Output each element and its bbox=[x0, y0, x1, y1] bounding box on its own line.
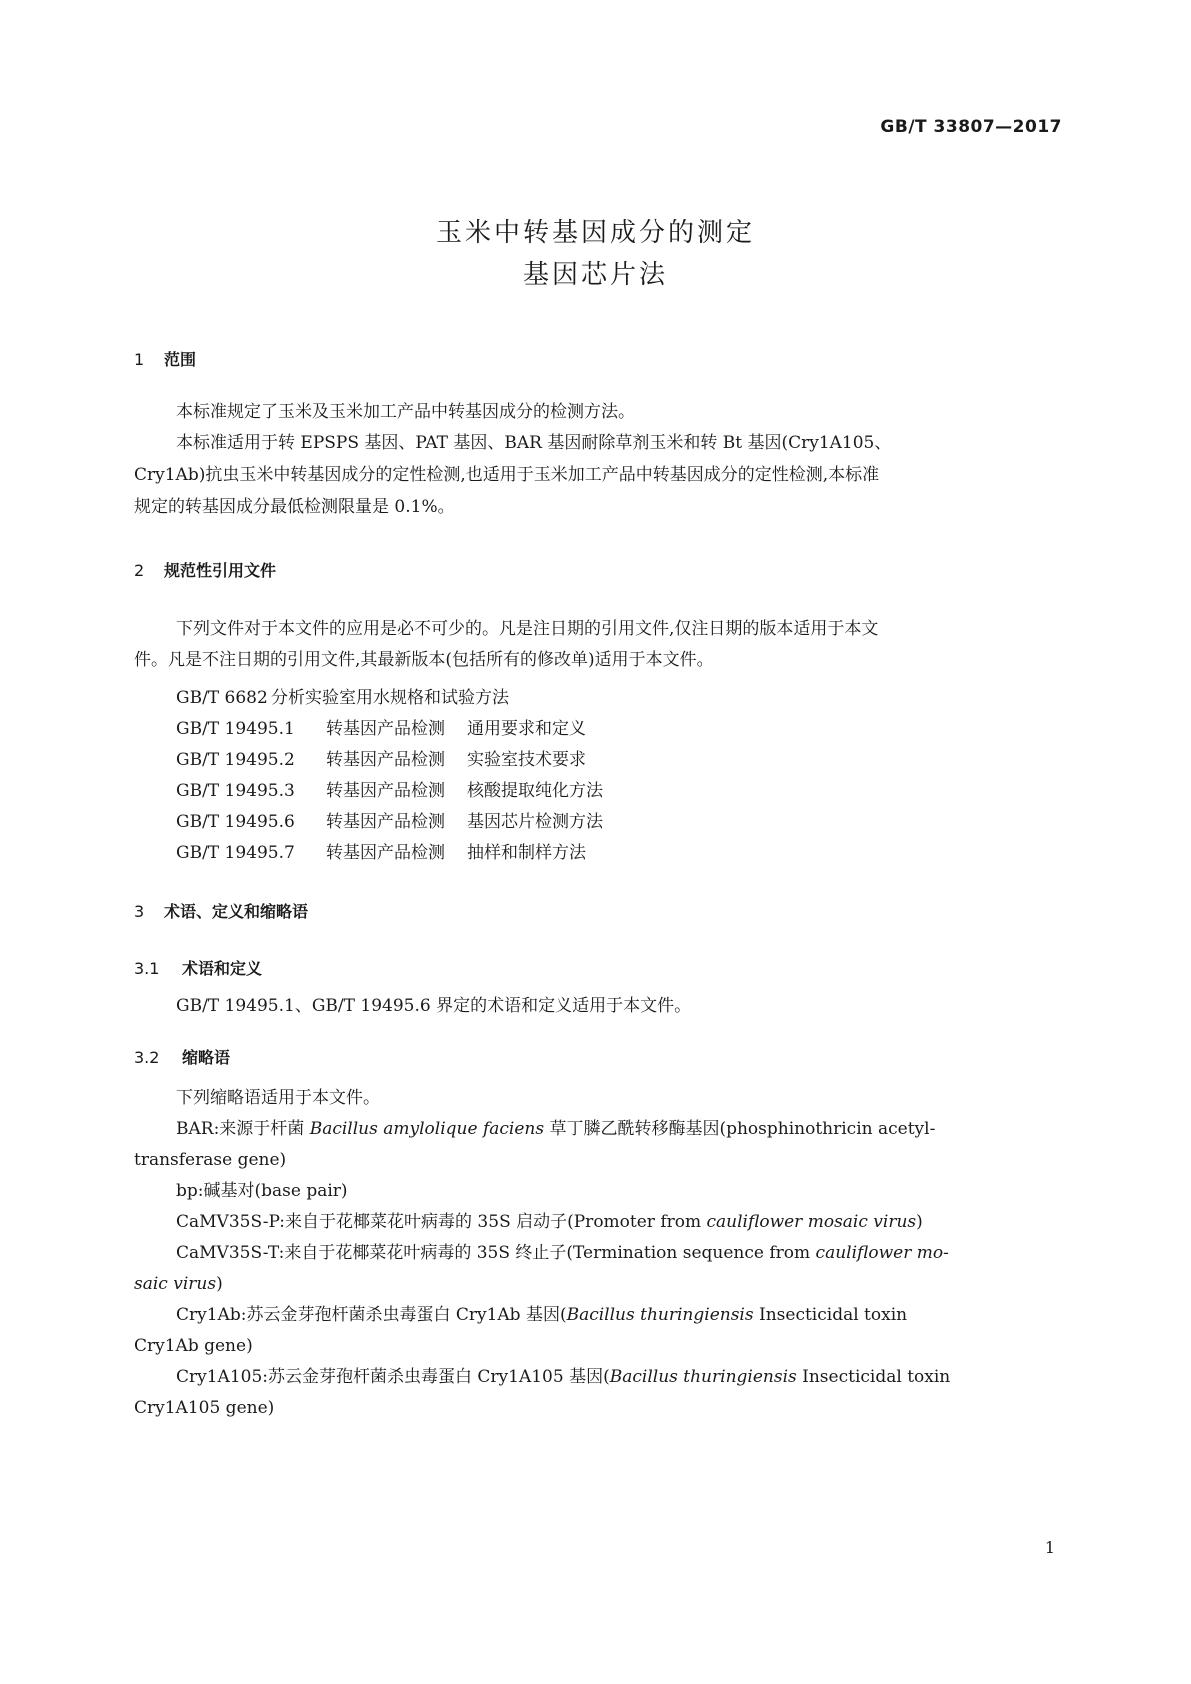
normative-reference bbox=[176, 807, 603, 832]
reference-title: 分析实验室用水规格和试验方法 bbox=[271, 688, 509, 708]
section-number: 3 bbox=[134, 902, 145, 921]
section-3-heading bbox=[134, 899, 308, 922]
paragraph-line: Cry1A105 gene) bbox=[134, 1398, 275, 1418]
reference-title: 转基因产品检测 bbox=[326, 719, 445, 739]
normative-reference bbox=[176, 745, 586, 770]
entry-text: Insecticidal toxin bbox=[796, 1367, 951, 1387]
reference-title: 转基因产品检测 bbox=[326, 750, 445, 770]
paragraph-line: Cry1Ab gene) bbox=[134, 1336, 253, 1356]
section-title: 术语和定义 bbox=[182, 959, 263, 978]
reference-code: GB/T 6682 bbox=[176, 688, 268, 708]
normative-reference bbox=[176, 838, 586, 863]
reference-code: GB/T 19495.1 bbox=[176, 719, 295, 739]
paragraph-line: 下列缩略语适用于本文件。 bbox=[176, 1088, 380, 1108]
entry-text: Cry1A105:苏云金芽孢杆菌杀虫毒蛋白 Cry1A105 基因( bbox=[176, 1367, 610, 1387]
section-title: 范围 bbox=[164, 350, 197, 369]
document-title: 玉米中转基因成分的测定 bbox=[435, 218, 755, 248]
section-title: 术语、定义和缩略语 bbox=[164, 902, 309, 921]
abbreviation-entry bbox=[176, 1369, 950, 1386]
section-number: 3.2 bbox=[134, 1048, 160, 1067]
reference-title: 转基因产品检测 bbox=[326, 781, 445, 801]
section-number: 2 bbox=[134, 561, 145, 580]
entry-text: CaMV35S-P:来自于花椰菜花叶病毒的 35S 启动子(Promoter from bbox=[176, 1212, 707, 1232]
reference-subtitle: 实验室技术要求 bbox=[467, 750, 586, 770]
paragraph-line: 下列文件对于本文件的应用是必不可少的。凡是注日期的引用文件,仅注日期的版本适用于本文 bbox=[176, 619, 879, 639]
reference-title: 转基因产品检测 bbox=[326, 812, 445, 832]
section-title: 规范性引用文件 bbox=[164, 561, 277, 580]
section-3-1-heading bbox=[134, 956, 262, 979]
paragraph-line: 规定的转基因成分最低检测限量是 0.1%。 bbox=[134, 497, 455, 517]
reference-code: GB/T 19495.3 bbox=[176, 781, 295, 801]
reference-code: GB/T 19495.6 bbox=[176, 812, 295, 832]
abbreviation-entry: bp:碱基对(base pair) bbox=[176, 1181, 348, 1201]
reference-subtitle: 基因芯片检测方法 bbox=[467, 812, 603, 832]
normative-reference bbox=[176, 776, 603, 801]
paragraph-line: 本标准规定了玉米及玉米加工产品中转基因成分的检测方法。 bbox=[176, 402, 635, 422]
latin-name: cauliflower mosaic virus bbox=[706, 1212, 917, 1232]
entry-text: CaMV35S-T:来自于花椰菜花叶病毒的 35S 终止子(Termination sequence from bbox=[176, 1243, 816, 1263]
section-number: 1 bbox=[134, 350, 145, 369]
latin-name: Bacillus thuringiensis bbox=[609, 1367, 797, 1387]
reference-code: GB/T 19495.7 bbox=[176, 843, 295, 863]
paragraph-line: 件。凡是不注日期的引用文件,其最新版本(包括所有的修改单)适用于本文件。 bbox=[134, 650, 714, 670]
reference-subtitle: 通用要求和定义 bbox=[467, 719, 586, 739]
reference-subtitle: 抽样和制样方法 bbox=[467, 843, 586, 863]
paragraph-line: Cry1Ab)抗虫玉米中转基因成分的定性检测,也适用于玉米加工产品中转基因成分的定性检测,本标准 bbox=[134, 465, 880, 485]
section-1-heading bbox=[134, 347, 196, 370]
entry-text: ) bbox=[916, 1212, 923, 1232]
entry-text: 草丁膦乙酰转移酶基因(phosphinothricin acetyl- bbox=[544, 1119, 936, 1139]
paragraph-line: GB/T 19495.1、GB/T 19495.6 界定的术语和定义适用于本文件。 bbox=[176, 996, 692, 1016]
page-number: 1 bbox=[1044, 1538, 1055, 1557]
latin-name: Bacillus thuringiensis bbox=[566, 1305, 754, 1325]
abbreviation-entry bbox=[176, 1214, 923, 1231]
reference-title: 转基因产品检测 bbox=[326, 843, 445, 863]
reference-subtitle: 核酸提取纯化方法 bbox=[467, 781, 603, 801]
normative-reference bbox=[176, 683, 509, 708]
abbreviation-entry bbox=[176, 1245, 949, 1262]
document-subtitle: 基因芯片法 bbox=[522, 260, 668, 290]
entry-text: BAR:来源于杆菌 bbox=[176, 1119, 310, 1139]
paragraph-line: transferase gene) bbox=[134, 1150, 287, 1170]
latin-name: Bacillus amylolique faciens bbox=[309, 1119, 545, 1139]
reference-code: GB/T 19495.2 bbox=[176, 750, 295, 770]
abbreviation-entry bbox=[176, 1121, 935, 1138]
abbreviation-entry bbox=[176, 1307, 907, 1324]
normative-reference bbox=[176, 714, 586, 739]
section-2-heading bbox=[134, 558, 276, 581]
latin-name: cauliflower mo- bbox=[815, 1243, 949, 1263]
section-title: 缩略语 bbox=[182, 1048, 231, 1067]
entry-text: ) bbox=[216, 1274, 223, 1294]
paragraph-text: 本标准适用于转 EPSPS 基因、PAT 基因、BAR 基因耐除草剂玉米和转 Bt 基因(Cry1A105、 bbox=[176, 433, 892, 453]
latin-name: saic virus bbox=[134, 1274, 217, 1294]
section-3-2-heading bbox=[134, 1045, 230, 1068]
entry-text: Insecticidal toxin bbox=[753, 1305, 908, 1325]
standard-code: GB/T 33807—2017 bbox=[880, 117, 1062, 137]
paragraph-line bbox=[176, 435, 1055, 452]
entry-text: Cry1Ab:苏云金芽孢杆菌杀虫毒蛋白 Cry1Ab 基因( bbox=[176, 1305, 567, 1325]
section-number: 3.1 bbox=[134, 959, 160, 978]
paragraph-line bbox=[134, 1276, 223, 1293]
